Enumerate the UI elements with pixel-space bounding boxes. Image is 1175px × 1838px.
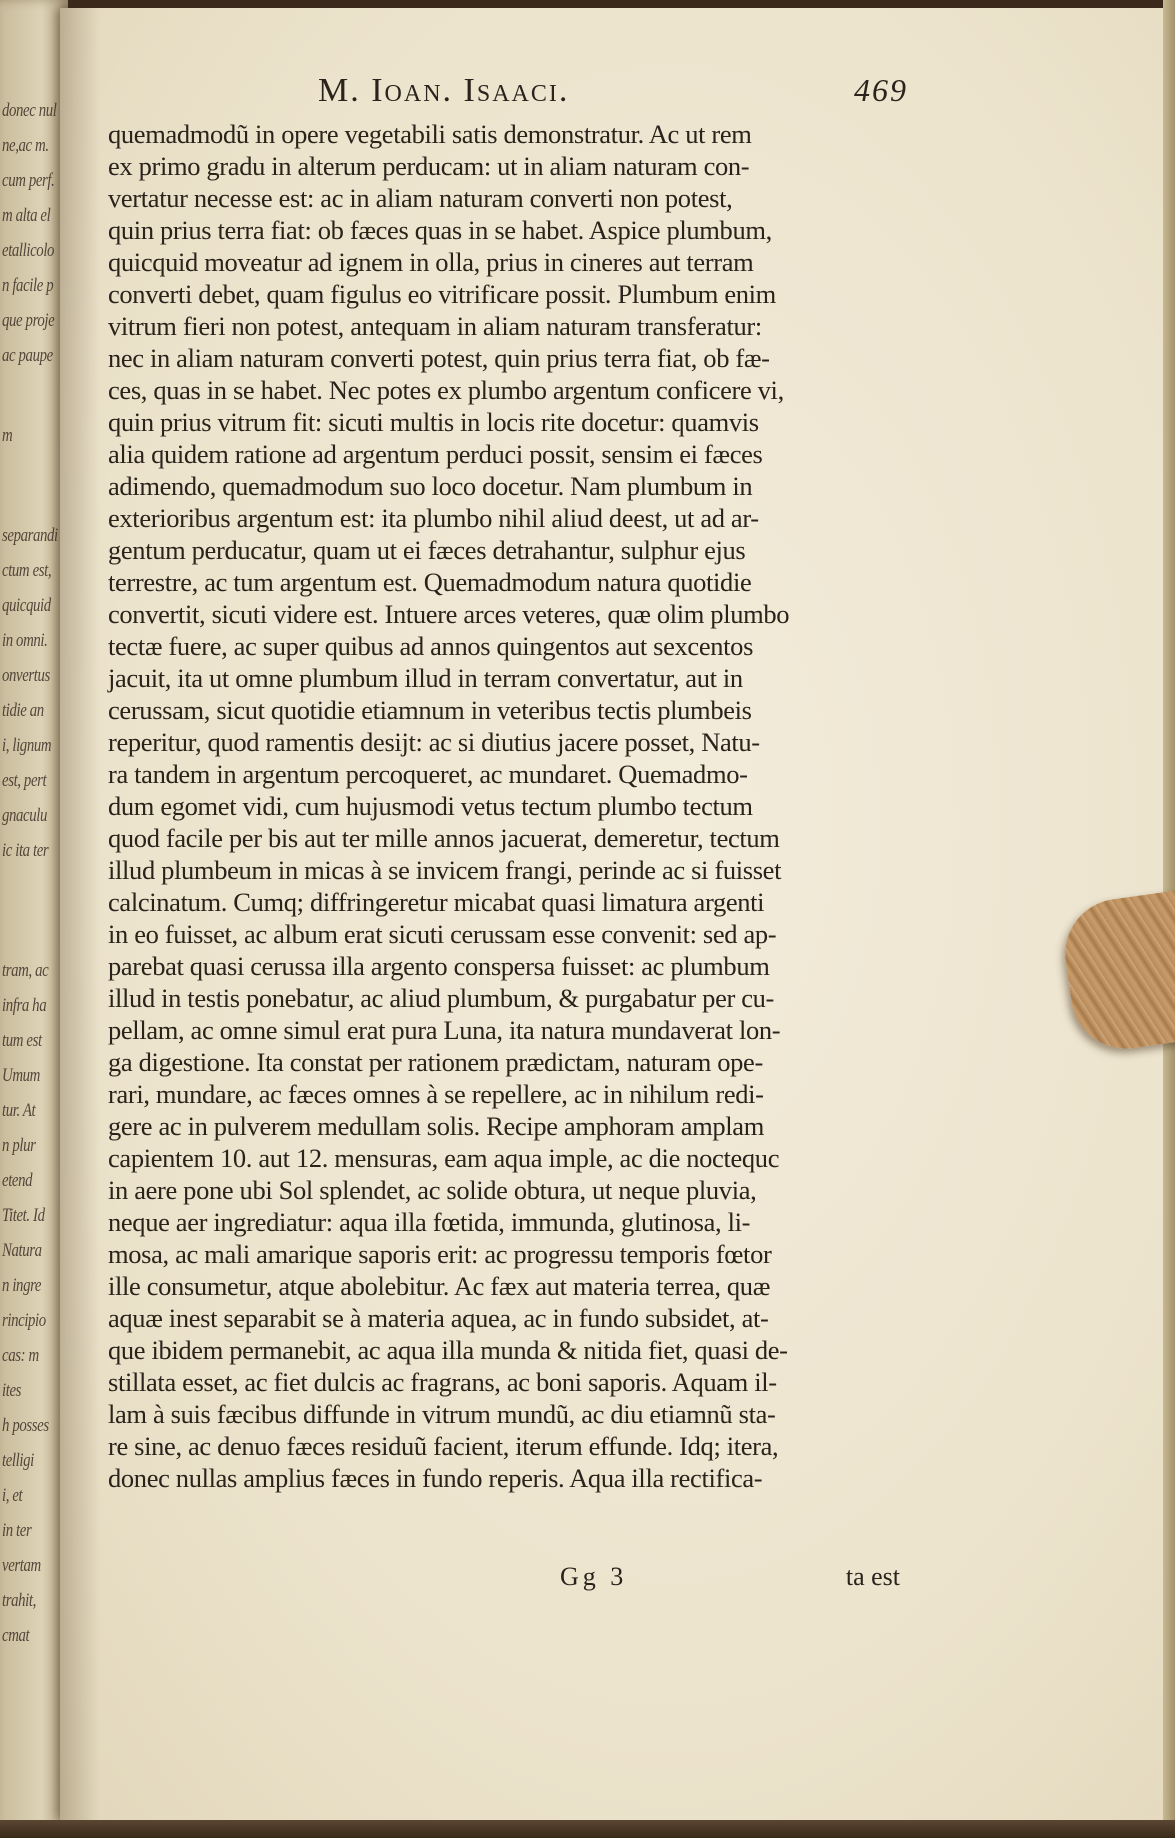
text-line: gere ac in pulverem medullam solis. Recipe amphoram amplam [108, 1111, 764, 1141]
text-line: reperitur, quod ramentis desijt: ac si diutius jacere posset, Natu- [108, 727, 760, 757]
margin-fragment: vertam [2, 1555, 41, 1576]
margin-fragment: ctum est, [2, 560, 52, 581]
margin-fragment: cmat [2, 1625, 30, 1646]
margin-fragment: i, et [2, 1485, 23, 1506]
text-line: illud in testis ponebatur, ac aliud plumbum, & purgabatur per cu- [108, 983, 775, 1013]
text-line: in aere pone ubi Sol splendet, ac solide obtura, ut neque pluvia, [108, 1175, 757, 1205]
catchword: ta est [845, 1562, 900, 1591]
margin-fragment: i, lignum [2, 735, 52, 756]
book-bottom-edge [0, 1820, 1175, 1838]
text-line: tectæ fuere, ac super quibus ad annos quingentos aut sexcentos [108, 631, 754, 661]
text-line: quod facile per bis aut ter mille annos jacuerat, demeretur, tectum [108, 823, 780, 853]
text-line: capientem 10. aut 12. mensuras, eam aqua imple, ac die noctequc [108, 1143, 780, 1173]
text-line: ga digestione. Ita constat per rationem prædictam, naturam ope- [108, 1047, 763, 1077]
margin-fragment: m [2, 425, 13, 446]
margin-fragment: h posses [2, 1415, 49, 1436]
margin-fragment: etallicolo [2, 240, 55, 261]
running-head-title: M. Ioan. Isaaci. [318, 72, 570, 109]
text-line: gentum perducatur, quam ut ei fæces detrahantur, sulphur ejus [108, 535, 746, 565]
margin-fragment: tidie an [2, 700, 44, 721]
margin-fragment: Umum [2, 1065, 40, 1086]
margin-fragment: etend [2, 1170, 33, 1191]
text-line: vertatur necesse est: ac in aliam naturam converti non potest, [108, 183, 733, 213]
text-line: nec in aliam naturam converti potest, quin prius terra fiat, ob fæ- [108, 343, 770, 373]
margin-fragment: n plur [2, 1135, 36, 1156]
text-line: lam à suis fæcibus diffunde in vitrum mundũ, ac diu etiamnũ sta- [108, 1399, 776, 1429]
margin-fragment: que proje [2, 310, 55, 331]
margin-fragment: tum est [2, 1030, 42, 1051]
signature-mark: Gg 3 [560, 1562, 628, 1591]
margin-fragment: tram, ac [2, 960, 49, 981]
margin-fragment: onvertus [2, 665, 50, 686]
body-text [108, 118, 900, 1494]
margin-fragment: n ingre [2, 1275, 42, 1296]
text-line: donec nullas amplius fæces in fundo reperis. Aqua illa rectifica- [108, 1463, 763, 1493]
margin-fragment: donec nul [2, 100, 57, 121]
text-line: convertit, sicuti videre est. Intuere arces veteres, quæ olim plumbo [108, 599, 790, 629]
margin-fragment: separandi [2, 525, 58, 546]
text-line: quin prius vitrum fit: sicuti multis in locis rite docetur: quamvis [108, 407, 759, 437]
text-line: adimendo, quemadmodum suo loco docetur. Nam plumbum in [108, 471, 753, 501]
margin-fragment: infra ha [2, 995, 47, 1016]
text-line: illud plumbeum in micas à se invicem frangi, perinde ac si fuisset [108, 855, 782, 885]
margin-fragment: ites [2, 1380, 22, 1401]
text-line: exterioribus argentum est: ita plumbo nihil aliud deest, ut ad ar- [108, 503, 759, 533]
margin-fragment: trahit, [2, 1590, 36, 1611]
text-line: ille consumetur, atque abolebitur. Ac fæx aut materia terrea, quæ [108, 1271, 771, 1301]
margin-fragment: rincipio [2, 1310, 46, 1331]
signature-line [560, 1562, 900, 1594]
margin-fragment: Titet. Id [2, 1205, 45, 1226]
text-line: vitrum fieri non potest, antequam in aliam naturam transferatur: [108, 311, 762, 341]
margin-fragment: tur. At [2, 1100, 36, 1121]
text-line: parebat quasi cerussa illa argento conspersa fuisset: ac plumbum [108, 951, 770, 981]
text-line: dum egomet vidi, cum hujusmodi vetus tectum plumbo tectum [108, 791, 753, 821]
text-line: alia quidem ratione ad argentum perduci possit, sensim ei fæces [108, 439, 763, 469]
text-line: ra tandem in argentum percoqueret, ac mundaret. Quemadmo- [108, 759, 748, 789]
text-line: pellam, ac omne simul erat pura Luna, ita natura mundaverat lon- [108, 1015, 781, 1045]
text-line: rari, mundare, ac fæces omnes à se repellere, ac in nihilum redi- [108, 1079, 764, 1109]
margin-fragment: in omni. [2, 630, 48, 651]
text-line: calcinatum. Cumq; diffringeretur micabat quasi limatura argenti [108, 887, 765, 917]
text-line: in eo fuisset, ac album erat sicuti cerussam esse convenit: sed ap- [108, 919, 777, 949]
margin-fragment: n facile p [2, 275, 54, 296]
text-line: que ibidem permanebit, ac aqua illa munda & nitida fiet, quasi de- [108, 1335, 788, 1365]
margin-fragment: Natura [2, 1240, 42, 1261]
facing-page-edge [0, 0, 68, 1838]
margin-fragment: in ter [2, 1520, 32, 1541]
margin-fragment: cas: m [2, 1345, 39, 1366]
text-line: neque aer ingrediatur: aqua illa fœtida, immunda, glutinosa, li- [108, 1207, 751, 1237]
page-number: 469 [854, 72, 908, 108]
margin-fragment: m alta el [2, 205, 51, 226]
text-line: ces, quas in se habet. Nec potes ex plumbo argentum conficere vi, [108, 375, 784, 405]
page-gutter-shadow [60, 8, 100, 1820]
margin-fragment: est, pert [2, 770, 47, 791]
text-line: stillata esset, ac fiet dulcis ac fragrans, ac boni saporis. Aquam il- [108, 1367, 777, 1397]
margin-fragment: cum perf. [2, 170, 55, 191]
text-line: quicquid moveatur ad ignem in olla, prius in cineres aut terram [108, 247, 754, 277]
text-line: converti debet, quam figulus eo vitrificare possit. Plumbum enim [108, 279, 776, 309]
text-line: quin prius terra fiat: ob fæces quas in se habet. Aspice plumbum, [108, 215, 772, 245]
text-line: re sine, ac denuo fæces residuũ facient, iterum effunde. Idq; itera, [108, 1431, 779, 1461]
running-head [318, 72, 908, 116]
text-line: terrestre, ac tum argentum est. Quemadmodum natura quotidie [108, 567, 752, 597]
text-line: jacuit, ita ut omne plumbum illud in terram convertatur, aut in [108, 663, 743, 693]
text-line: aquæ inest separabit se à materia aquea, ac in fundo subsidet, at- [108, 1303, 769, 1333]
text-line: quemadmodũ in opere vegetabili satis demonstratur. Ac ut rem [108, 119, 752, 149]
margin-fragment: gnaculu [2, 805, 48, 826]
text-line: ex primo gradu in alterum perducam: ut in aliam naturam con- [108, 151, 750, 181]
text-line: mosa, ac mali amarique saporis erit: ac progressu temporis fœtor [108, 1239, 772, 1269]
margin-fragment: ac paupe [2, 345, 53, 366]
margin-fragment: quicquid [2, 595, 51, 616]
text-line: cerussam, sicut quotidie etiamnum in veteribus tectis plumbeis [108, 695, 752, 725]
margin-fragment: ic ita ter [2, 840, 49, 861]
margin-fragment: ne,ac m. [2, 135, 49, 156]
margin-fragment: telligi [2, 1450, 34, 1471]
